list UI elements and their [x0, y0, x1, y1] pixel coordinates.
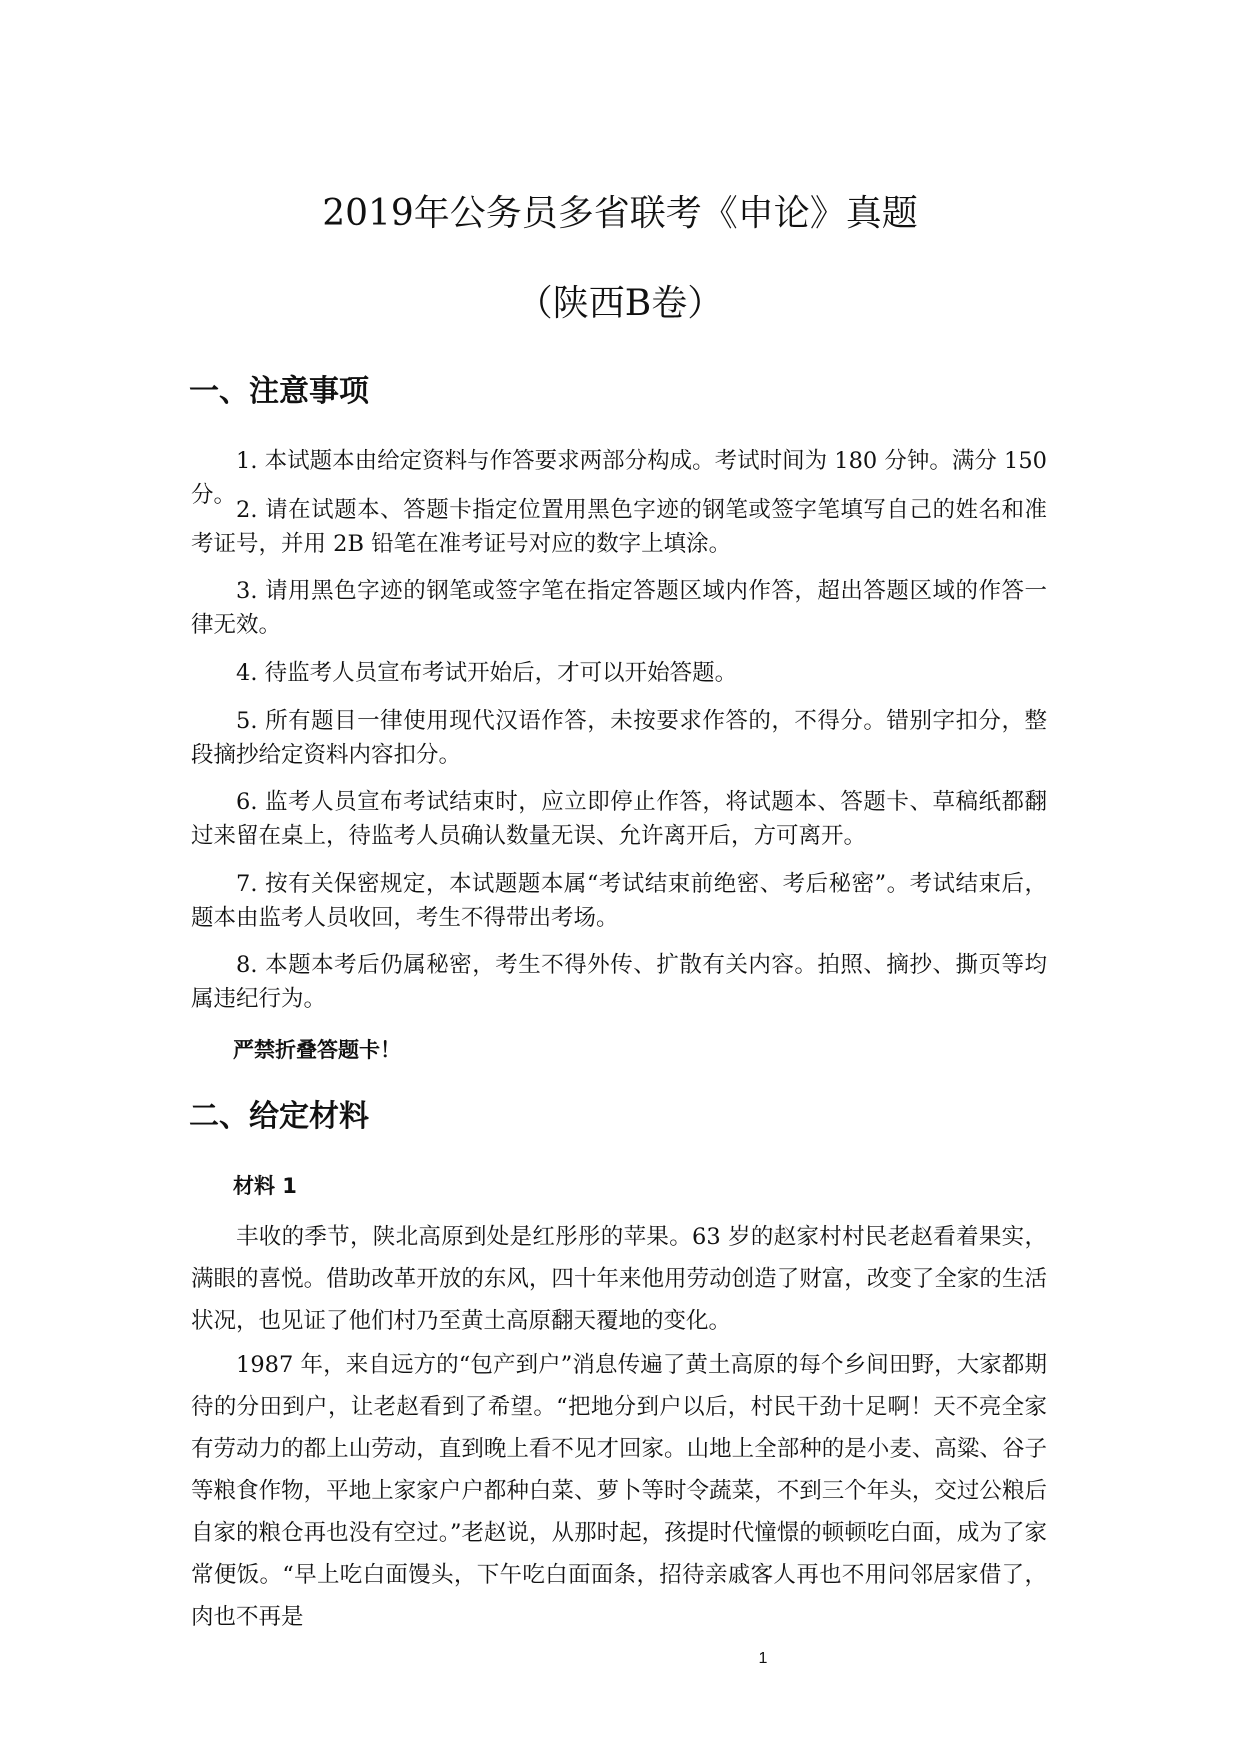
document-title: 2019年公务员多省联考《申论》真题 — [322, 193, 918, 234]
notice-item: 2. 请在试题本、答题卡指定位置用黑色字迹的钢笔或签字笔填写自己的姓名和准考证号，并用 2B 铅笔在准考证号对应的数字上填涂。 — [191, 497, 1047, 557]
notice-item: 3. 请用黑色字迹的钢笔或签字笔在指定答题区域内作答，超出答题区域的作答一律无效。 — [191, 578, 1047, 638]
warning-text: 严禁折叠答题卡！ — [233, 1038, 401, 1062]
notice-item: 8. 本题本考后仍属秘密，考生不得外传、扩散有关内容。拍照、摘抄、撕页等均属违纪行为。 — [191, 952, 1047, 1012]
notice-item: 6. 监考人员宣布考试结束时，应立即停止作答，将试题本、答题卡、草稿纸都翻过来留在桌上，待监考人员确认数量无误、允许离开后，方可离开。 — [191, 789, 1047, 849]
section-heading-materials: 二、给定材料 — [189, 1099, 369, 1134]
notice-item: 4. 待监考人员宣布考试开始后，才可以开始答题。 — [236, 660, 738, 686]
notice-item: 5. 所有题目一律使用现代汉语作答，未按要求作答的，不得分。错别字扣分，整段摘抄给定资料内容扣分。 — [191, 708, 1047, 768]
document-subtitle: （陕西B卷） — [516, 283, 724, 324]
notice-item: 7. 按有关保密规定，本试题题本属“考试结束前绝密、考后秘密”。考试结束后，题本由监考人员收回，考生不得带出考场。 — [191, 871, 1047, 931]
material-paragraph: 丰收的季节，陕北高原到处是红彤彤的苹果。63 岁的赵家村村民老赵看着果实，满眼的喜悦。借助改革开放的东风，四十年来他用劳动创造了财富，改变了全家的生活状况，也见证了他们村乃至黄土高原翻天覆地的变化。 — [191, 1224, 1047, 1334]
material-label: 材料 1 — [233, 1174, 297, 1198]
page-number: 1 — [758, 1650, 768, 1667]
notice-item: 1. 本试题本由给定资料与作答要求两部分构成。考试时间为 180 分钟。满分 150 分。 — [191, 448, 1047, 508]
material-paragraph: 1987 年，来自远方的“包产到户”消息传遍了黄土高原的每个乡间田野，大家都期待的分田到户，让老赵看到了希望。“把地分到户以后，村民干劲十足啊！天不亮全家有劳动力的都上山劳动，直到晚上看不见才回家。山地上全部种的是小麦、高粱、谷子等粮食作物，平地上家家户户都种白菜、萝卜等时令蔬菜，不到三个年头，交过公粮后自家的粮仓再也没有空过。”老赵说，从那时起，孩提时代憧憬的顿顿吃白面，成为了家常便饭。“早上吃白面馒头，下午吃白面面条，招待亲戚客人再也不用问邻居家借了，肉也不再是 — [191, 1352, 1047, 1630]
section-heading-notices: 一、注意事项 — [189, 374, 369, 409]
